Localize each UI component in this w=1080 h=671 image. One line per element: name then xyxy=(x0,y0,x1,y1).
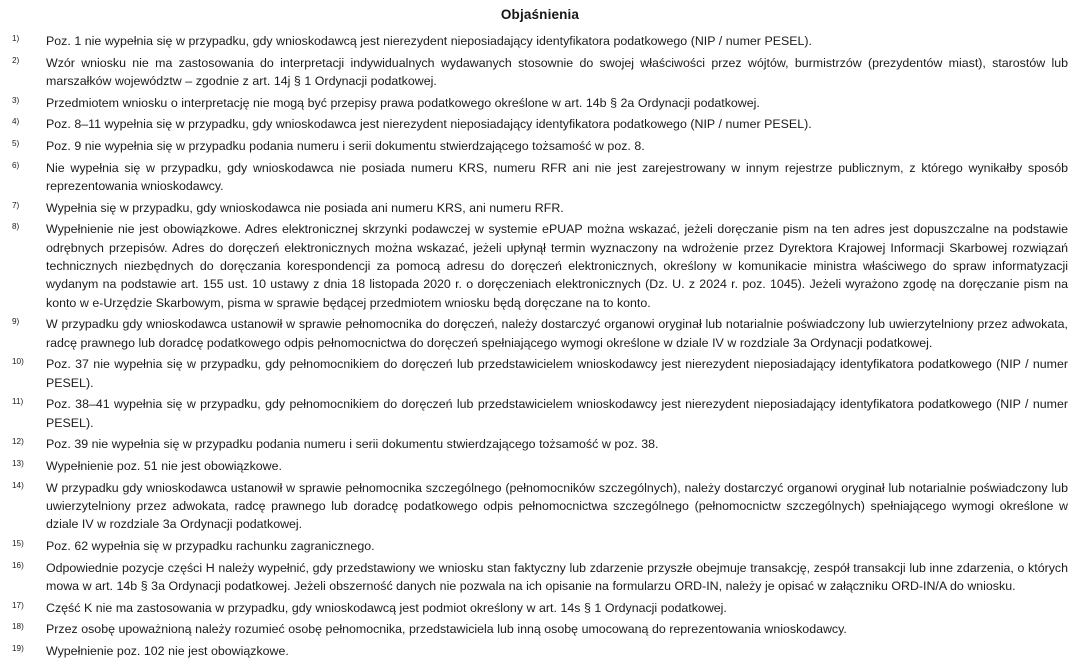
note-item xyxy=(0,115,1080,133)
note-text: Poz. 39 nie wypełnia się w przypadku podania numeru i serii dokumentu stwierdzającego tożsamość w poz. 38. xyxy=(46,437,659,452)
note-marker: 7) xyxy=(12,200,20,210)
note-item xyxy=(0,620,1080,638)
note-item xyxy=(0,159,1080,196)
note-marker: 10) xyxy=(12,357,24,367)
note-text: Nie wypełnia się w przypadku, gdy wnioskodawca nie posiada numeru KRS, numeru RFR ani nie jest zarejestrowany w innym rejestrze publicznym, z którego wynikałby sposób reprezentowania wnioskodawcy. xyxy=(46,160,1068,194)
note-marker: 19) xyxy=(12,643,24,653)
note-item xyxy=(0,642,1080,660)
note-marker: 1) xyxy=(12,34,20,43)
note-text: Poz. 8–11 wypełnia się w przypadku, gdy wnioskodawca jest nierezydent nieposiadający identyfikatora podatkowego (NIP / numer PESEL). xyxy=(46,117,812,132)
note-marker: 14) xyxy=(12,480,24,490)
note-text: Przedmiotem wniosku o interpretację nie mogą być przepisy prawa podatkowego określone w art. 14b § 2a Ordynacji podatkowej. xyxy=(46,95,760,110)
note-marker: 6) xyxy=(12,160,20,170)
note-marker: 5) xyxy=(12,139,20,149)
note-text: Poz. 1 nie wypełnia się w przypadku, gdy wnioskodawcą jest nierezydent nieposiadający identyfikatora podatkowego (NIP / numer PESEL). xyxy=(46,34,812,48)
note-marker: 9) xyxy=(12,317,20,327)
page-title: Objaśnienia xyxy=(500,7,580,22)
note-text: Wzór wniosku nie ma zastosowania do interpretacji indywidualnych wydawanych stosownie do swojej właściwości przez wójtów, burmistrzów (prezydentów miast), starostów lub marszałków województw – zgodnie z art. 14j § 1 Ordynacji podatkowej. xyxy=(46,55,1068,88)
note-item xyxy=(0,355,1080,392)
note-item xyxy=(0,199,1080,217)
note-item xyxy=(0,537,1080,555)
note-item xyxy=(0,32,1080,50)
note-text: Część K nie ma zastosowania w przypadku, gdy wnioskodawcą jest podmiot określony w art. 14s § 1 Ordynacji podatkowej. xyxy=(46,600,727,615)
note-text: Poz. 9 nie wypełnia się w przypadku podania numeru i serii dokumentu stwierdzającego tożsamość w poz. 8. xyxy=(46,139,645,154)
note-marker: 11) xyxy=(12,397,24,407)
note-marker: 18) xyxy=(12,622,24,632)
note-item xyxy=(0,599,1080,617)
note-text: Poz. 37 nie wypełnia się w przypadku, gdy pełnomocnikiem do doręczeń lub przedstawicielem wnioskodawcy jest nierezydent nieposiadający identyfikatora podatkowego (NIP / numer PESEL). xyxy=(46,357,1068,390)
note-text: Odpowiednie pozycje części H należy wypełnić, gdy przedstawiony we wniosku stan faktyczny lub zdarzenie przyszłe obejmuje transakcję, zespół transakcji lub inne zdarzenia, o których mowa w art. 14b § 3a Ordynacji podatkowej. Jeżeli obszerność danych nie pozwala na ich opisanie na formularzu ORD-IN, należy je opisać w załączniku ORD-IN/A do wniosku. xyxy=(46,560,1068,593)
note-marker: 3) xyxy=(12,95,20,105)
note-text: Poz. 38–41 wypełnia się w przypadku, gdy pełnomocnikiem do doręczeń lub przedstawicielem wnioskodawcy jest nierezydent nieposiadający identyfikatora podatkowego (NIP / numer PESEL). xyxy=(46,397,1068,430)
note-text: Wypełnia się w przypadku, gdy wnioskodawca nie posiada ani numeru KRS, ani numeru RFR. xyxy=(46,200,564,215)
note-text: W przypadku gdy wnioskodawca ustanowił w sprawie pełnomocnika szczególnego (pełnomocników szczególnych), należy dostarczyć organowi oryginał lub notarialnie poświadczony lub uwierzytelniony przez adwokata, radcę prawnego lub doradcę podatkowego odpis pełnomocnictwa szczególnego (pełnomocnictw szczególnych) spełniającego wymogi określone w dziale IV w rozdziale 3a Ordynacji podatkowej. xyxy=(46,480,1068,532)
note-item xyxy=(0,479,1080,534)
note-marker: 16) xyxy=(12,560,24,570)
note-item xyxy=(0,315,1080,352)
note-marker: 4) xyxy=(12,117,20,127)
note-item xyxy=(0,395,1080,432)
note-marker: 2) xyxy=(12,55,20,65)
note-marker: 13) xyxy=(12,458,24,468)
note-item xyxy=(0,220,1080,311)
note-marker: 12) xyxy=(12,437,24,447)
explanatory-notes-list xyxy=(0,23,1080,660)
note-item xyxy=(0,54,1080,91)
note-text: Wypełnienie poz. 51 nie jest obowiązkowe. xyxy=(46,458,282,473)
note-text: Poz. 62 wypełnia się w przypadku rachunku zagranicznego. xyxy=(46,538,375,553)
note-marker: 8) xyxy=(12,222,20,232)
note-marker: 15) xyxy=(12,538,24,548)
note-item xyxy=(0,137,1080,155)
note-item xyxy=(0,435,1080,453)
note-marker: 17) xyxy=(12,600,24,610)
note-item xyxy=(0,457,1080,475)
note-text: Wypełnienie poz. 102 nie jest obowiązkowe. xyxy=(46,643,289,658)
note-item xyxy=(0,559,1080,596)
note-text: W przypadku gdy wnioskodawca ustanowił w sprawie pełnomocnika do doręczeń, należy dostarczyć organowi oryginał lub notarialnie poświadczony lub uwierzytelniony przez adwokata, radcę prawnego lub doradcę podatkowego odpis pełnomocnictwa do doręczeń spełniającego wymogi określone w dziale IV w rozdziale 3a Ordynacji podatkowej. xyxy=(46,317,1068,350)
note-text: Przez osobę upoważnioną należy rozumieć osobę pełnomocnika, przedstawiciela lub inną osobę umocowaną do reprezentowania wnioskodawcy. xyxy=(46,622,847,637)
note-text: Wypełnienie nie jest obowiązkowe. Adres elektronicznej skrzynki podawczej w systemie ePUAP można wskazać, jeżeli doręczanie pism na ten adres jest dopuszczalne na podstawie odrębnych przepisów. Adres do doręczeń elektronicznych można wskazać, jeżeli upłynął termin wyznaczony na wdrożenie przez Dyrektora Krajowej Informacji Skarbowej rozwiązań technicznych niezbędnych do doręczania korespondencji za pomocą adresu do doręczeń elektronicznych, określony w komunikacie ministra właściwego do spraw informatyzacji wydanym na podstawie art. 155 ust. 10 ustawy z dnia 18 listopada 2020 r. o doręczeniach elektronicznych (Dz. U. z 2024 r. poz. 1045). Jeżeli wyrażono zgodę na doręczanie pism na konto w e-Urzędzie Skarbowym, pisma w sprawie będącej przedmiotem wniosku będą doręczane na to konto. xyxy=(46,222,1068,310)
note-item xyxy=(0,94,1080,112)
